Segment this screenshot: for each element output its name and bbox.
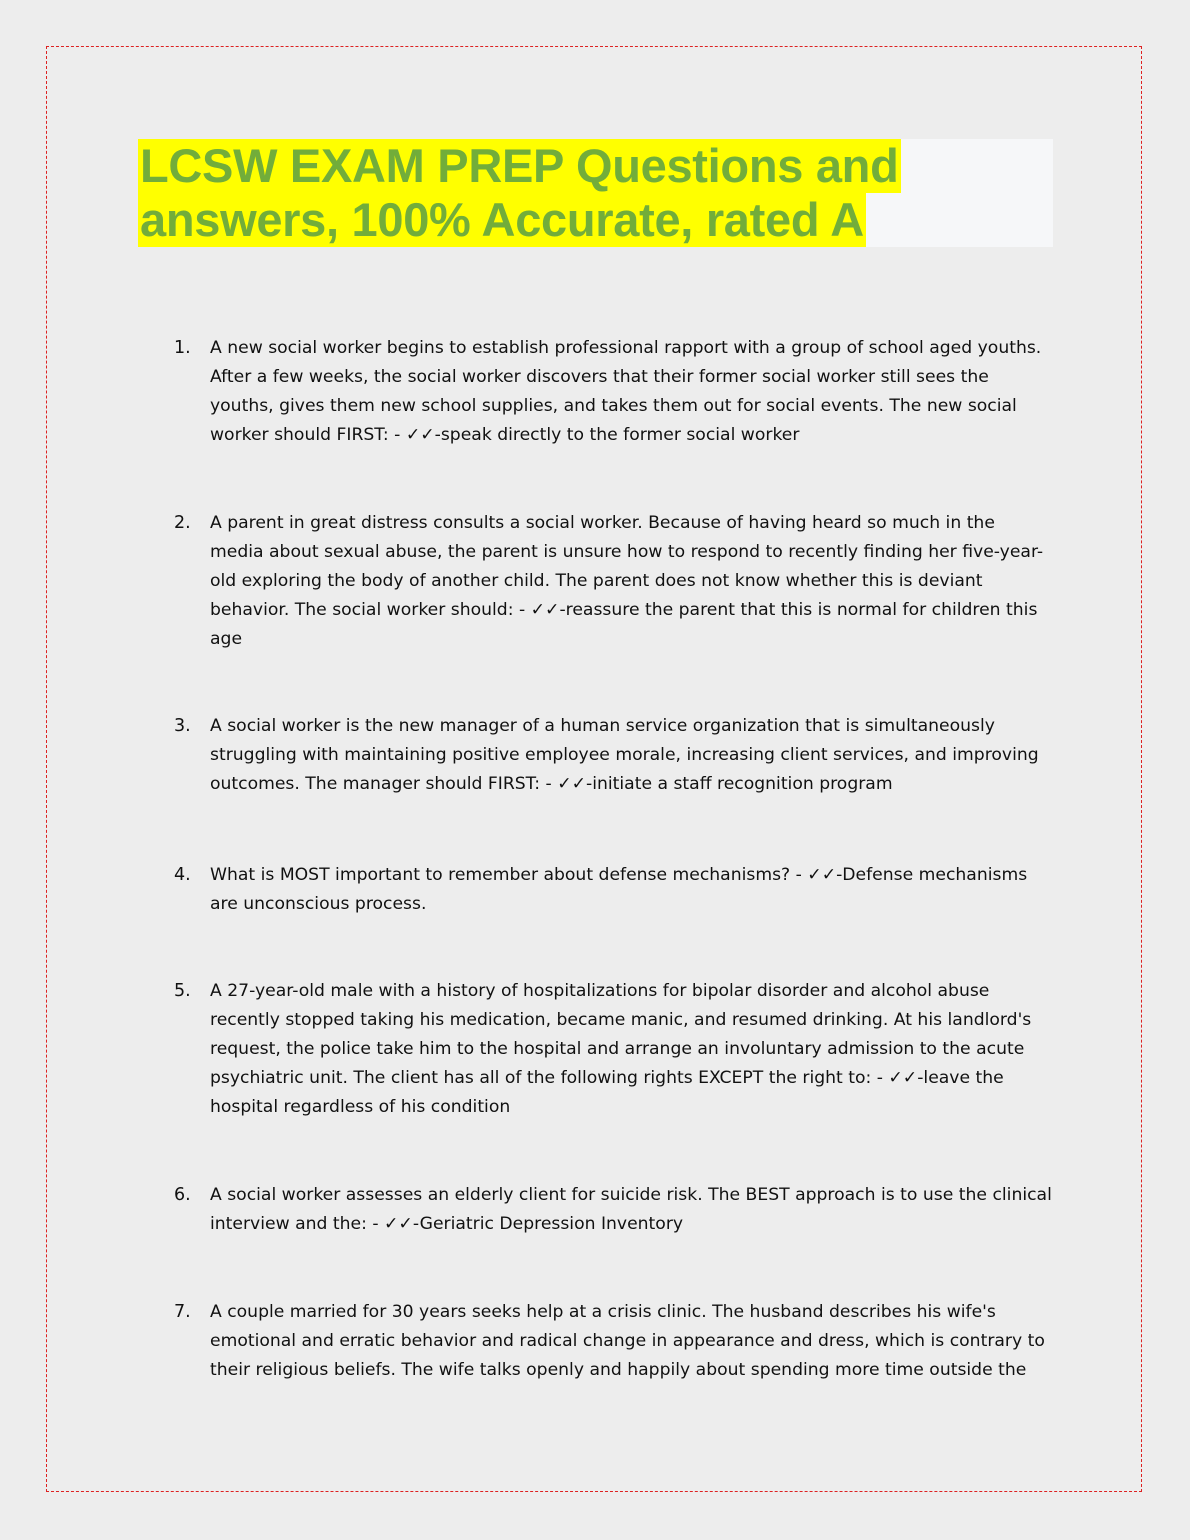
answer-text: -initiate a staff recognition program: [586, 774, 893, 794]
question-number: 1.: [174, 338, 191, 358]
question-prompt: A social worker is the new manager of a human service organization that is simultaneously struggling with maintaining positive employee morale, increasing client services, and improving outcomes. The manager should FIRST: -: [210, 716, 1039, 794]
question-number: 2.: [174, 513, 191, 533]
check-mark-icon: ✓✓: [405, 425, 435, 445]
question-prompt: A 27-year-old male with a history of hospitalizations for bipolar disorder and alcohol abuse recently stopped taking his medication, became manic, and resumed drinking. At his landlord's request, the police take him to the hospital and arrange an involuntary admission to the acute psychiatric unit. The client has all of the following rights EXCEPT the right to: -: [210, 981, 1032, 1088]
check-mark-icon: ✓✓: [807, 865, 837, 885]
question-number: 6.: [174, 1185, 191, 1205]
check-mark-icon: ✓✓: [557, 774, 587, 794]
question-number: 7.: [174, 1302, 191, 1322]
answer-text: -speak directly to the former social worker: [434, 425, 800, 445]
question-prompt: What is MOST important to remember about defense mechanisms? -: [210, 865, 808, 885]
question-text: [210, 1298, 1052, 1385]
question-number: 3.: [174, 716, 191, 736]
check-mark-icon: ✓✓: [384, 1214, 413, 1234]
question-text: [210, 509, 1052, 654]
question-text: [210, 334, 1052, 450]
question-text: [210, 861, 1052, 919]
question-prompt: A social worker assesses an elderly client for suicide risk. The BEST approach is to use the clinical interview and the: -: [210, 1185, 1052, 1234]
title-line-2: answers, 100% Accurate, rated A: [140, 193, 864, 246]
answer-text: -Geriatric Depression Inventory: [412, 1214, 684, 1234]
question-text: [210, 977, 1052, 1122]
question-text: [210, 712, 1052, 799]
question-prompt: A new social worker begins to establish professional rapport with a group of school aged youths. After a few weeks, the social worker discovers that their former social worker still sees the youths, gives them new school supplies, and takes them out for social events. The new social worker should FIRST: -: [210, 338, 1042, 445]
question-number: 4.: [174, 865, 191, 885]
question-number: 5.: [174, 981, 191, 1001]
title-line-1: LCSW EXAM PREP Questions and: [140, 139, 899, 192]
check-mark-icon: ✓✓: [888, 1068, 918, 1088]
question-prompt: A parent in great distress consults a social worker. Because of having heard so much in the media about sexual abuse, the parent is unsure how to respond to recently finding her five-year-old exploring the body of another child. The parent does not know whether this is deviant behavior. The social worker should: -: [210, 513, 1044, 620]
answer-text: -reassure the parent that this is normal for children this age: [210, 600, 1038, 649]
check-mark-icon: ✓✓: [530, 600, 560, 620]
question-text: [210, 1181, 1052, 1239]
question-prompt: A couple married for 30 years seeks help at a crisis clinic. The husband describes his wife's emotional and erratic behavior and radical change in appearance and dress, which is contrary to their religious beliefs. The wife talks openly and happily about spending more time outside the: [210, 1302, 1045, 1380]
answer-text: -Defense mechanisms are unconscious process.: [210, 865, 1028, 914]
answer-text: -leave the hospital regardless of his condition: [210, 1068, 1004, 1117]
